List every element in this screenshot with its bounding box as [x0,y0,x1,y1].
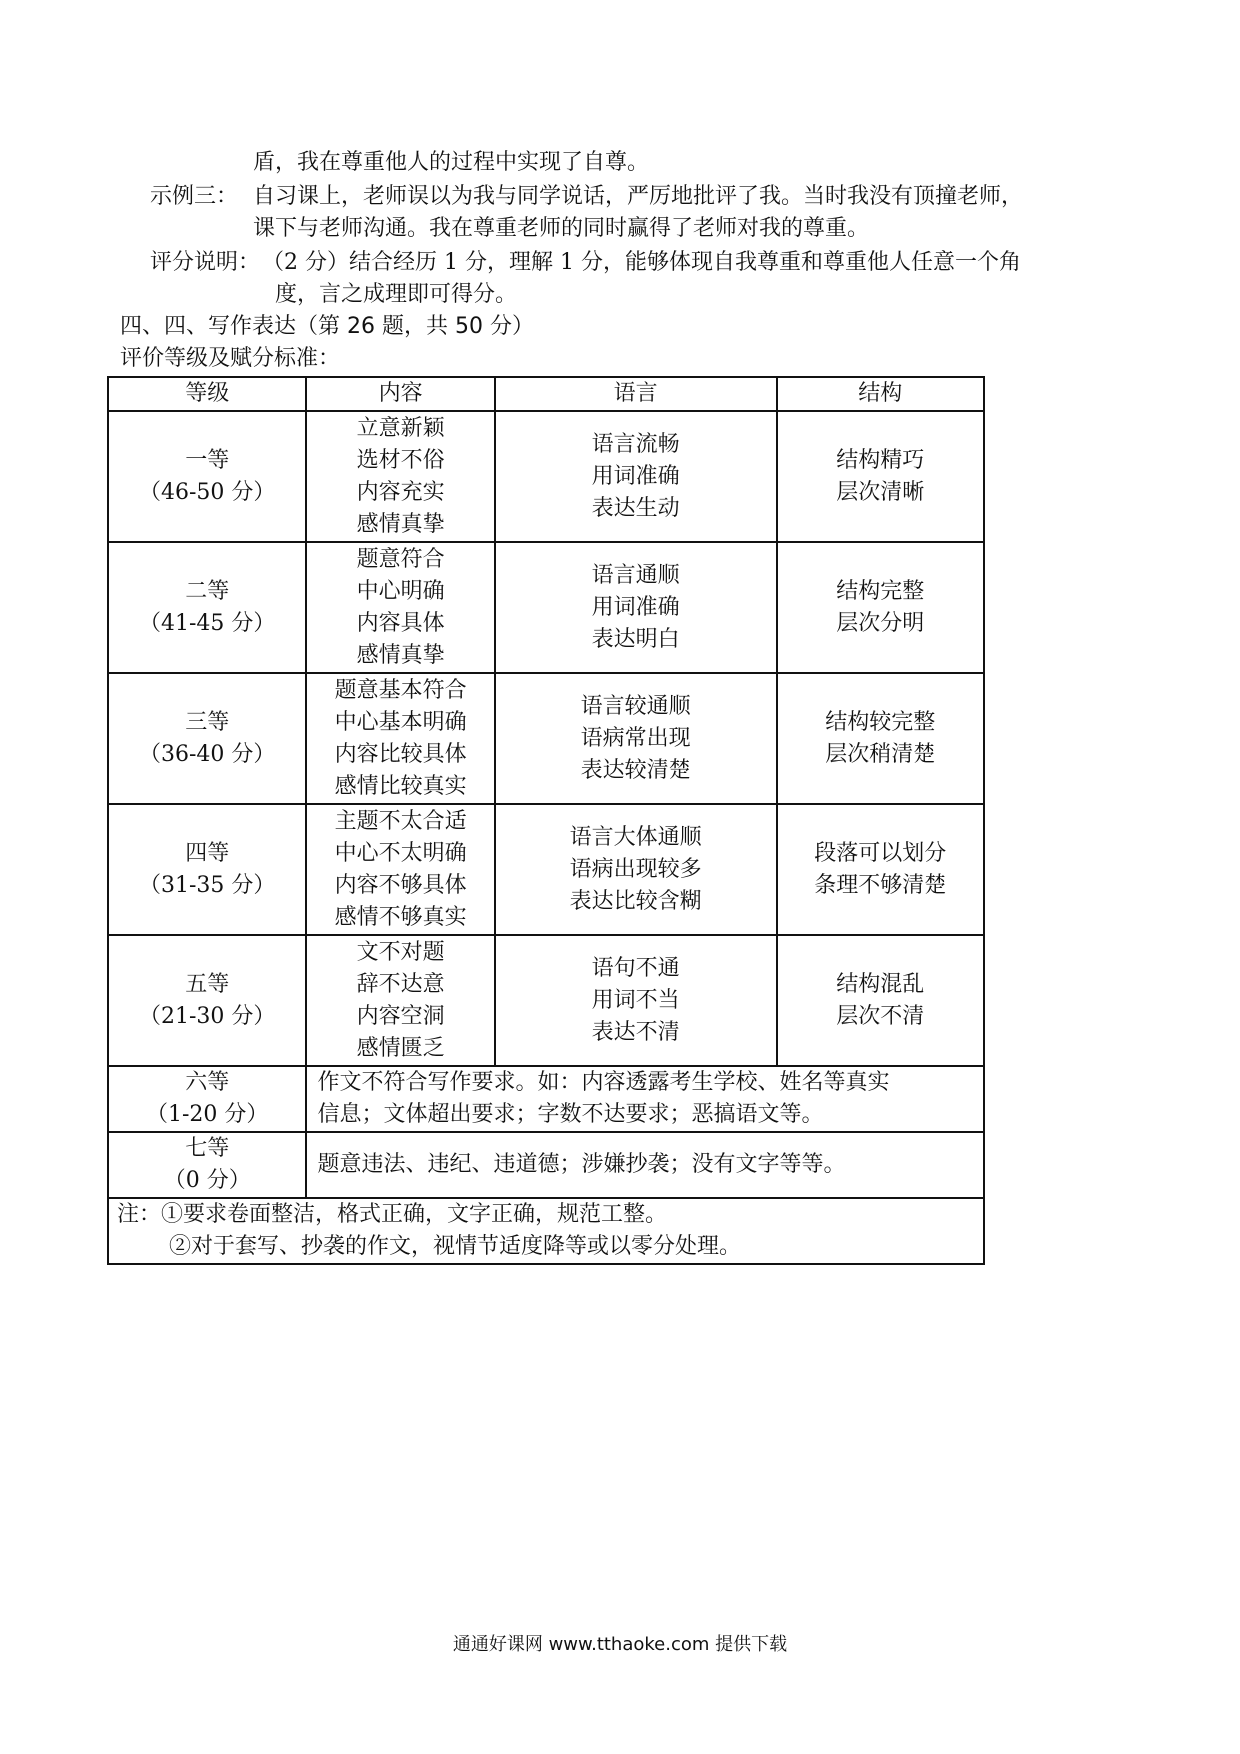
grade-range: （0 分） [163,1168,251,1193]
content-item: 立意新颖 [356,415,445,441]
description-cell [306,1066,984,1132]
grade-cell [108,935,306,1066]
table-row [108,935,984,1066]
grade-cell [108,542,306,673]
grade-label: 五等 [185,971,230,997]
structure-cell [777,804,985,935]
note-row [108,1198,984,1264]
language-item: 语言通顺 [591,562,680,588]
table-row [108,804,984,935]
grade-label: 六等 [185,1070,230,1095]
structure-item: 段落可以划分 [814,840,947,866]
language-item: 语病出现较多 [569,856,702,882]
language-cell [495,411,777,542]
language-item: 用词准确 [591,594,680,620]
header-language: 语言 [495,377,777,411]
content-cell [306,673,494,804]
content-item: 感情真挚 [356,511,445,537]
table-row [108,411,984,542]
table-row [108,673,984,804]
content-item: 感情比较真实 [334,773,467,799]
description-cell: 题意违法、违纪、违道德；涉嫌抄袭；没有文字等等。 [306,1132,984,1198]
structure-cell [777,411,985,542]
content-item: 内容充实 [356,479,445,505]
grade-label: 三等 [185,709,230,735]
content-item: 文不对题 [356,939,445,965]
language-item: 语言流畅 [591,431,680,457]
language-item: 表达明白 [591,626,680,652]
grade-cell [108,673,306,804]
content-cell [306,411,494,542]
structure-item: 层次清晰 [836,479,925,505]
content-cell [306,935,494,1066]
table-row [108,542,984,673]
description-line: 信息；文体超出要求；字数不达要求；恶搞语文等。 [317,1102,824,1127]
note-line: ②对于套写、抄袭的作文，视情节适度降等或以零分处理。 [169,1234,742,1259]
content-item: 内容空洞 [356,1003,445,1029]
grade-label: 四等 [185,840,230,866]
structure-item: 层次不清 [836,1003,925,1029]
content-item: 感情真挚 [356,642,445,668]
header-content: 内容 [306,377,494,411]
content-item: 内容不够具体 [334,872,467,898]
content-item: 感情匮乏 [356,1035,445,1061]
grade-range: （1-20 分） [146,1102,269,1127]
language-item: 用词准确 [591,463,680,489]
content-item: 内容具体 [356,610,445,636]
structure-item: 条理不够清楚 [814,872,947,898]
table-row [108,1066,984,1132]
language-cell [495,542,777,673]
section-subtitle: 评价等级及赋分标准： [120,346,341,371]
language-item: 表达较清楚 [580,757,691,783]
language-cell [495,935,777,1066]
structure-item: 层次分明 [836,610,925,636]
grade-range: （21-30 分） [139,1003,276,1029]
content-item: 中心不太明确 [334,840,467,866]
grade-range: （41-45 分） [139,610,276,636]
scoring-label: 评分说明： [150,250,261,275]
rubric-table [107,376,985,1265]
language-item: 表达比较含糊 [569,888,702,914]
header-structure: 结构 [777,377,985,411]
grade-range: （46-50 分） [139,479,276,505]
grade-cell [108,1066,306,1132]
example-3-label: 示例三： [150,184,239,209]
grade-label: 七等 [185,1136,230,1161]
structure-cell [777,673,985,804]
language-item: 语言较通顺 [580,693,691,719]
grade-range: （31-35 分） [139,872,276,898]
content-item: 中心基本明确 [334,709,467,735]
grade-label: 一等 [185,447,230,473]
content-item: 辞不达意 [356,971,445,997]
grade-label: 二等 [185,578,230,604]
note-cell [108,1198,984,1264]
header-row [108,377,984,411]
note-line: 注：①要求卷面整洁，格式正确，文字正确，规范工整。 [117,1202,668,1227]
content-item: 题意符合 [356,546,445,572]
language-item: 语病常出现 [580,725,691,751]
language-item: 表达生动 [591,495,680,521]
scoring-line-2: 度，言之成理即可得分。 [275,282,518,307]
structure-item: 层次稍清楚 [825,741,936,767]
language-item: 语言大体通顺 [569,824,702,850]
content-item: 选材不俗 [356,447,445,473]
structure-item: 结构混乱 [836,971,925,997]
page-footer: 通通好课网 www.tthaoke.com 提供下载 [452,1634,788,1655]
content-item: 主题不太合适 [334,808,467,834]
structure-item: 结构完整 [836,578,925,604]
language-cell [495,673,777,804]
grade-cell [108,411,306,542]
language-cell [495,804,777,935]
grade-cell [108,804,306,935]
grade-range: （36-40 分） [139,741,276,767]
intro-line-1: 盾，我在尊重他人的过程中实现了自尊。 [253,150,650,175]
structure-item: 结构较完整 [825,709,936,735]
structure-item: 结构精巧 [836,447,925,473]
content-item: 题意基本符合 [334,677,467,703]
content-item: 中心明确 [356,578,445,604]
structure-cell [777,935,985,1066]
content-item: 内容比较具体 [334,741,467,767]
language-item: 语句不通 [591,955,680,981]
scoring-line-1: （2 分）结合经历 1 分，理解 1 分，能够体现自我尊重和尊重他人任意一个角 [262,250,1021,275]
grade-cell [108,1132,306,1198]
language-item: 表达不清 [591,1019,680,1045]
description-line: 作文不符合写作要求。如：内容透露考生学校、姓名等真实 [317,1070,890,1095]
content-cell [306,804,494,935]
section-title: 四、四、写作表达（第 26 题，共 50 分） [120,314,534,339]
header-grade: 等级 [108,377,306,411]
structure-cell [777,542,985,673]
example-3-line-1: 自习课上，老师误以为我与同学说话，严厉地批评了我。当时我没有顶撞老师， [253,184,1024,209]
example-3-line-2: 课下与老师沟通。我在尊重老师的同时赢得了老师对我的尊重。 [253,216,870,241]
language-item: 用词不当 [591,987,680,1013]
content-cell [306,542,494,673]
table-row [108,1132,984,1198]
content-item: 感情不够真实 [334,904,467,930]
